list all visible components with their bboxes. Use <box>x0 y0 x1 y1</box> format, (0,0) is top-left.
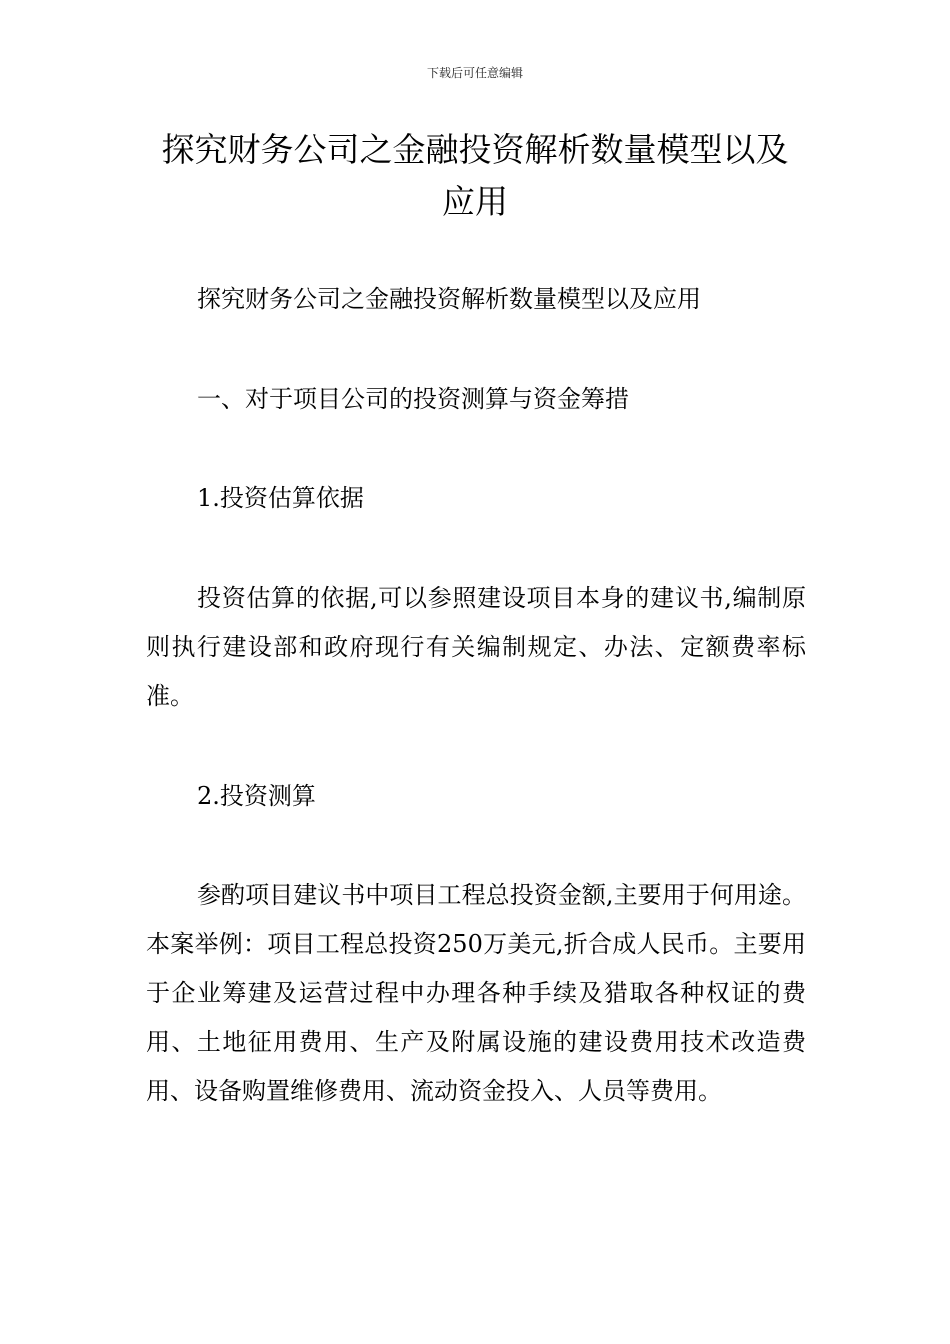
page-header-note: 下载后可任意编辑 <box>426 66 523 80</box>
paragraph-investment-basis: 投资估算的依据,可以参照建设项目本身的建议书,编制原则执行建设部和政府现行有关编制规定、办法、定额费率标准。 <box>146 584 806 710</box>
subsection-heading-1: 1.投资估算依据 <box>197 484 364 512</box>
document-title: 探究财务公司之金融投资解析数量模型以及应用 <box>161 130 789 221</box>
section-heading-1: 一、对于项目公司的投资测算与资金筹措 <box>197 385 629 413</box>
paragraph-investment-estimate: 参酌项目建议书中项目工程总投资金额,主要用于何用途。本案举例：项目工程总投资250万美元,折合成人民币。主要用于企业筹建及运营过程中办理各种手续及猎取各种权证的费用、土地征用费用、生产及附属设施的建设费用技术改造费用、设备购置维修费用、流动资金投入、人员等费用。 <box>146 881 806 1105</box>
subsection-heading-2: 2.投资测算 <box>197 782 316 810</box>
paragraph-subtitle: 探究财务公司之金融投资解析数量模型以及应用 <box>197 285 701 313</box>
